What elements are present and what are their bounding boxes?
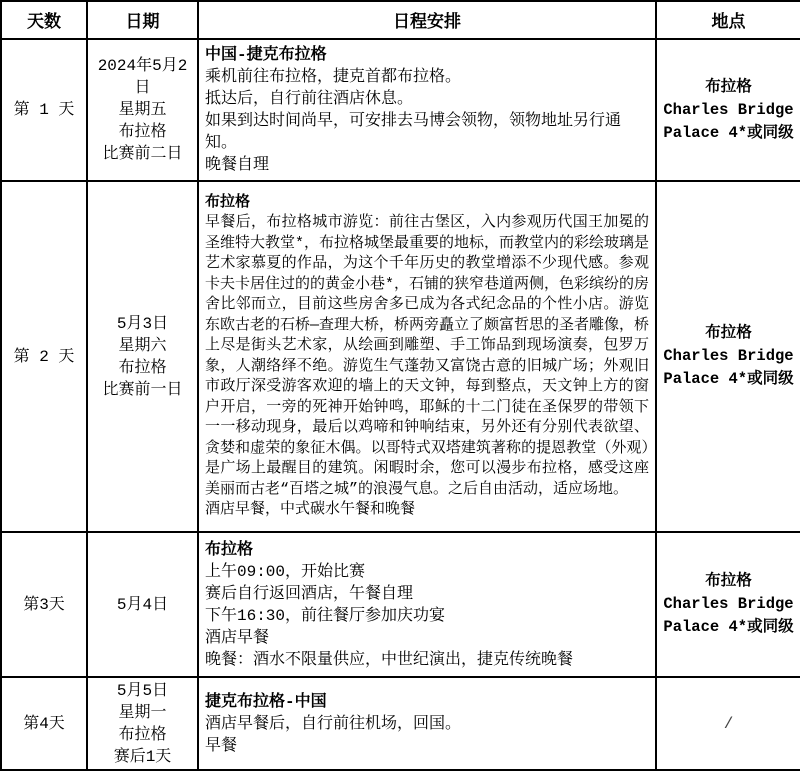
date-line: 布拉格: [118, 123, 167, 141]
header-date: 日期: [87, 1, 198, 39]
schedule-line: 早餐: [205, 736, 238, 755]
schedule-cell: [198, 532, 656, 677]
location-line: 布拉格: [705, 77, 752, 96]
date-line: 星期六: [118, 336, 167, 355]
date-line: 5月3日: [116, 314, 169, 333]
schedule-line: 早餐后，布拉格城市游览：前往古堡区，入内参观历代国王加冕的圣维特大教堂*，布拉格城堡最重要的地标，而教堂内的彩绘玻璃是艺术家慕夏的作品，为这个千年历史的教堂增添不少现代感。参观卡夫卡居住过的的黄金小巷*，石铺的狭窄巷道两侧，色彩缤纷的房舍比邻而立，目前这些房舍多已成为各式纪念品的个性小店。游览东欧古老的石桥—查理大桥，桥两旁矗立了颇富哲思的圣者雕像，桥上尽是街头艺术家，从绘画到雕塑、手工饰品到现场演奏，包罗万象，人潮络绎不绝。游览生气蓬勃又富饶古意的旧城广场；外观旧市政厅深受游客欢迎的墙上的天文钟，每到整点，天文钟上方的窗户开启，一旁的死神开始钟鸣，耶稣的十二门徒在圣保罗的带领下一一移动现身，最后以鸡啼和钟响结束，另外还有分别代表欲望、贪婪和虚荣的象征木偶。以哥特式双塔建筑著称的提恩教堂（外观）是广场上最醒目的建筑。闲暇时余，您可以漫步布拉格，感受这座美丽而古老“百塔之城”的浪漫气息。之后自由活动，适应场地。: [205, 214, 650, 498]
date-cell: [87, 39, 198, 181]
schedule-line: 上午09:00，开始比赛: [205, 562, 366, 581]
day-cell: 第4天: [1, 677, 87, 770]
schedule-line: 抵达后，自行前往酒店休息。: [205, 90, 414, 108]
schedule-line: 晚餐自理: [205, 156, 270, 174]
schedule-cell: [198, 181, 656, 532]
date-line: 赛后1天: [113, 747, 172, 766]
schedule-line: 酒店早餐，中式碳水午餐和晚餐: [205, 501, 416, 518]
date-line: 2024年5月2日: [97, 57, 188, 97]
date-line: 星期一: [118, 703, 167, 722]
date-line: 星期五: [118, 101, 167, 119]
schedule-title: 捷克布拉格-中国: [205, 692, 327, 711]
schedule-title: 中国-捷克布拉格: [205, 46, 327, 64]
location-line: Charles Bridge: [663, 100, 794, 119]
location-line: 布拉格: [705, 324, 752, 342]
header-day: 天数: [1, 1, 87, 39]
header-schedule: 日程安排: [198, 1, 656, 39]
table-row-day2: [1, 181, 800, 532]
location-line: Palace 4*或同级: [663, 123, 794, 142]
date-line: 比赛前一日: [102, 380, 183, 399]
date-line: 布拉格: [118, 358, 167, 377]
date-line: 5月5日: [116, 681, 169, 700]
location-cell: [656, 181, 800, 532]
schedule-title: 布拉格: [205, 540, 254, 559]
table-row-day3: [1, 532, 800, 677]
date-line: 5月4日: [116, 595, 169, 614]
header-location: 地点: [656, 1, 800, 39]
day-cell: 第3天: [1, 532, 87, 677]
location-cell: [656, 39, 800, 181]
location-line: Charles Bridge: [663, 595, 794, 613]
schedule-line: 酒店早餐: [205, 628, 270, 647]
header-row: [1, 1, 800, 39]
location-line: /: [723, 714, 734, 733]
schedule-line: 下午16:30，前往餐厅参加庆功宴: [205, 606, 446, 625]
schedule-line: 如果到达时间尚早，可安排去马博会领物，领物地址另行通知。: [205, 112, 622, 152]
table-row-day1: [1, 39, 800, 181]
date-cell: [87, 181, 198, 532]
schedule-line: 酒店早餐后，自行前往机场，回国。: [205, 714, 462, 733]
schedule-cell: [198, 39, 656, 181]
schedule-line: 乘机前往布拉格，捷克首都布拉格。: [205, 68, 462, 86]
day-cell: 第 1 天: [1, 39, 87, 181]
schedule-cell: [198, 677, 656, 770]
location-line: 布拉格: [705, 572, 752, 590]
schedule-title: 布拉格: [205, 193, 251, 211]
date-cell: [87, 532, 198, 677]
schedule-line: 晚餐：酒水不限量供应，中世纪演出，捷克传统晚餐: [205, 650, 574, 669]
date-line: 布拉格: [118, 725, 167, 744]
schedule-line: 赛后自行返回酒店，午餐自理: [205, 584, 414, 603]
location-line: Charles Bridge: [663, 347, 794, 365]
location-cell: [656, 677, 800, 770]
location-line: Palace 4*或同级: [663, 618, 794, 636]
date-line: 比赛前二日: [102, 145, 183, 163]
date-cell: [87, 677, 198, 770]
location-line: Palace 4*或同级: [663, 370, 794, 388]
day-cell: 第 2 天: [1, 181, 87, 532]
table-row-day4: [1, 677, 800, 770]
location-cell: [656, 532, 800, 677]
